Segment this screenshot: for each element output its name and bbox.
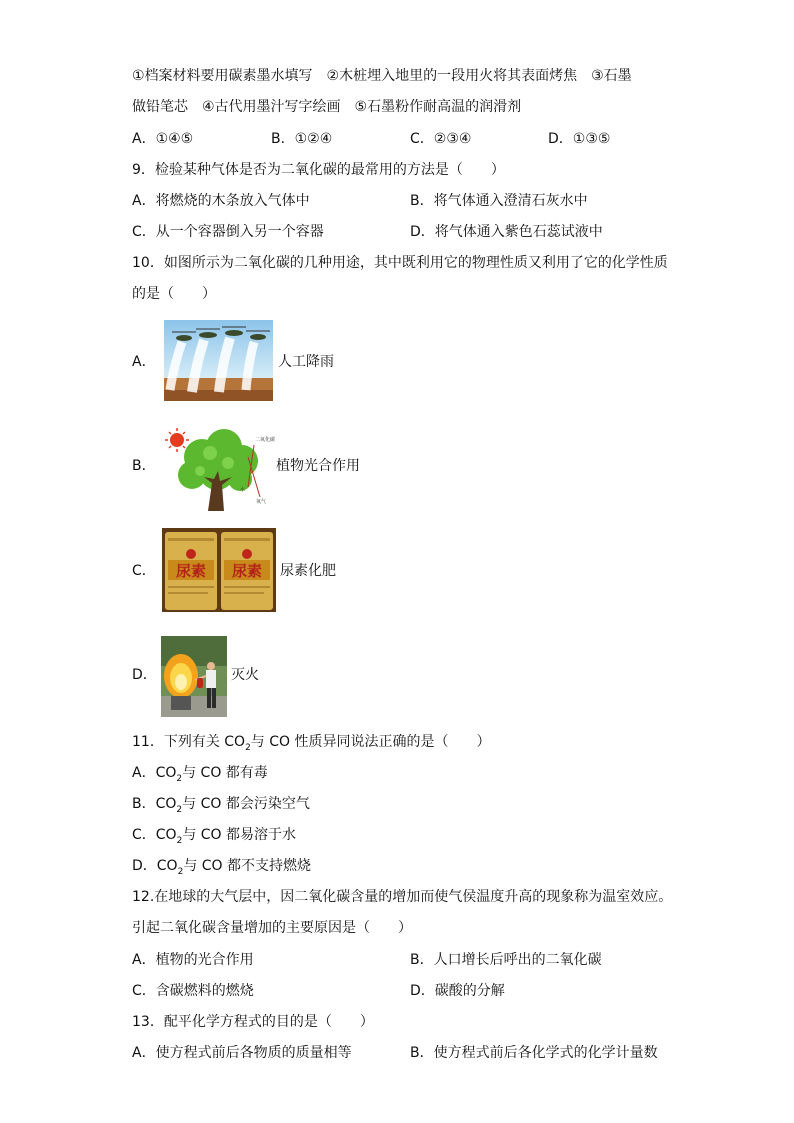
q10-letter-a: A． [132,354,156,370]
q10-caption-b: 植物光合作用 [276,458,360,474]
q11-stem: 11．下列有关 $CO_2$与 CO 性质异同说法正确的是（ ） [132,734,491,753]
q12-option-a: A．植物的光合作用 [132,952,254,968]
urea-fertilizer-image [162,528,276,612]
urea-label-left: 尿素 [175,562,207,580]
q8-option-a: A．①④⑤ [132,131,194,147]
q8-option-d: D．①③⑤ [548,131,611,147]
q9-option-b: B．将气体通入澄清石灰水中 [410,193,588,209]
q10-caption-a: 人工降雨 [278,354,334,370]
q13-stem: 13．配平化学方程式的目的是（ ） [132,1014,374,1030]
q8-line1: ①档案材料要用碳素墨水填写 ②木桩埋入地里的一段用火将其表面烤焦 ③石墨 [132,68,632,84]
q10-letter-d: D． [132,667,157,683]
q10-caption-c: 尿素化肥 [280,563,336,579]
urea-label-right: 尿素 [231,562,263,580]
label-oxygen: 氧气 [256,499,267,505]
q10-stem-line2: 的是（ ） [132,286,216,302]
q12-stem-line2: 引起二氧化碳含量增加的主要原因是（ ） [132,920,412,936]
q9-stem: 9．检验某种气体是否为二氧化碳的最常用的方法是（ ） [132,162,505,178]
q11-option-a: A．$CO_2$与 CO 都有毒 [132,765,268,784]
q10-caption-d: 灭火 [231,667,259,683]
q10-stem-line1: 10．如图所示为二氧化碳的几种用途，其中既利用它的物理性质又利用了它的化学性质 [132,255,668,271]
q13-option-b: B．使方程式前后各化学式的化学计量数 [410,1045,658,1061]
q9-option-c: C．从一个容器倒入另一个容器 [132,224,324,240]
label-water: 水 [240,487,246,493]
q9-option-d: D．将气体通入紫色石蕊试液中 [410,224,603,240]
q11-option-b: B．$CO_2$与 CO 都会污染空气 [132,796,310,815]
q12-stem-line1: 12.在地球的大气层中，因二氧化碳含量的增加而使气侯温度升高的现象称为温室效应。 [132,889,673,905]
q8-line2: 做铅笔芯 ④古代用墨汁写字绘画 ⑤石墨粉作耐高温的润滑剂 [132,99,522,115]
q12-option-b: B．人口增长后呼出的二氧化碳 [410,952,602,968]
q10-letter-c: C． [132,563,156,579]
q11-option-d: D．$CO_2$与 CO 都不支持燃烧 [132,858,312,877]
q8-option-b: B．①②④ [271,131,333,147]
fire-extinguishing-image [161,636,227,717]
label-co2: 二氧化碳 [255,437,276,443]
q9-option-a: A．将燃烧的木条放入气体中 [132,193,310,209]
q13-option-a: A．使方程式前后各物质的质量相等 [132,1045,352,1061]
q10-letter-b: B． [132,458,156,474]
artificial-rain-image [164,320,273,401]
q12-option-c: C．含碳燃料的燃烧 [132,983,254,999]
q11-option-c: C．$CO_2$与 CO 都易溶于水 [132,827,297,846]
q8-option-c: C．②③④ [410,131,472,147]
q12-option-d: D．碳酸的分解 [410,983,505,999]
photosynthesis-tree-image [162,427,276,511]
